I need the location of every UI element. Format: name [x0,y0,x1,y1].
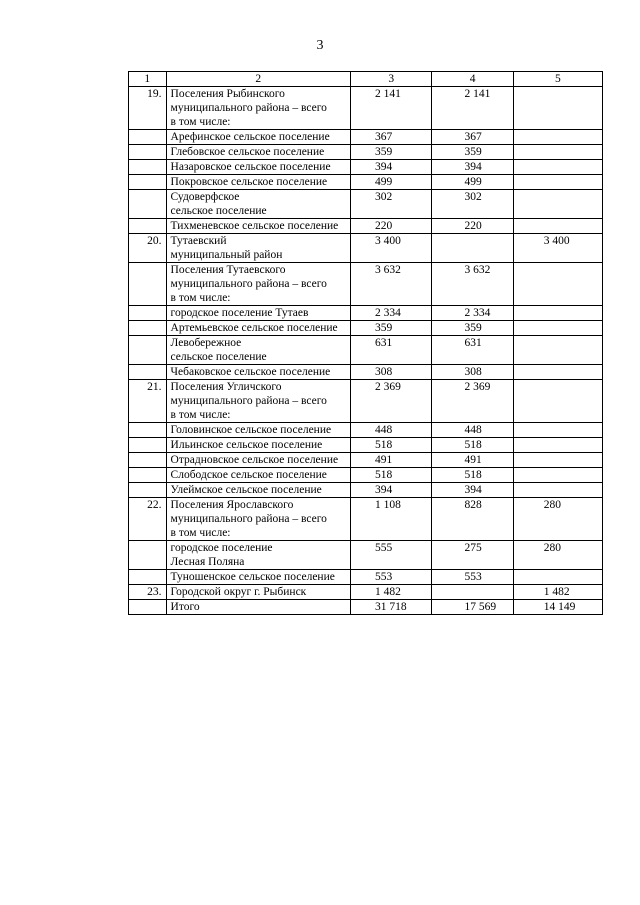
settlement-name-cell [166,380,351,423]
column-3-value-cell [351,175,432,190]
column-5-value: 280 [543,542,561,554]
table-row [129,160,603,175]
settlement-name-line: Ильинское сельское поселение [170,439,323,451]
settlement-name-line: Лесная Поляна [170,556,245,568]
table-row [129,380,603,423]
column-5-value-cell [513,145,602,160]
column-3-value-cell [351,365,432,380]
column-3-value-cell [351,321,432,336]
column-4-value: 553 [464,571,482,583]
table-row [129,306,603,321]
settlement-name-line: Левобережное [170,337,242,349]
column-3-value: 1 108 [375,499,401,511]
column-5-value-cell [513,483,602,498]
settlement-name-cell [166,130,351,145]
settlement-name-cell [166,87,351,130]
column-3-value-cell [351,145,432,160]
column-3-value-cell [351,468,432,483]
column-3-value: 220 [375,220,393,232]
settlement-name-line: муниципального района – всего [170,513,327,525]
row-number-cell [129,600,167,615]
column-3-value: 302 [375,191,393,203]
row-number-cell: 23. [129,585,167,600]
column-3-value: 3 632 [375,264,401,276]
settlement-name-line: Поселения Ярославского [170,499,294,511]
settlement-name-cell [166,336,351,365]
settlement-name-line: Арефинское сельское поселение [170,131,330,143]
row-number-cell: 22. [129,498,167,541]
row-number-cell [129,468,167,483]
row-number-cell [129,130,167,145]
column-3-value-cell [351,263,432,306]
settlement-name-line: Поселения Угличского [170,381,282,393]
settlement-name-line: Поселения Тутаевского [170,264,286,276]
column-4-value-cell [432,219,513,234]
column-4-value: 631 [464,337,482,349]
column-3-value-cell [351,160,432,175]
column-3-value: 553 [375,571,393,583]
row-number-cell [129,263,167,306]
column-4-value: 2 141 [464,88,491,100]
column-5-value-cell [513,438,602,453]
table-row [129,498,603,541]
column-4-value-cell [432,468,513,483]
settlement-name-cell [166,541,351,570]
column-4-value: 448 [464,424,482,436]
table-row [129,219,603,234]
settlement-name-line: муниципального района – всего [170,102,327,114]
column-3-value-cell [351,498,432,541]
row-number-cell [129,336,167,365]
column-4-value-cell [432,438,513,453]
column-3-value-cell [351,87,432,130]
column-5-value-cell [513,498,602,541]
column-5-value: 280 [543,499,561,511]
settlement-name-cell [166,234,351,263]
settlement-name-line: Покровское сельское поселение [170,176,328,188]
column-5-value: 1 482 [543,586,570,598]
table-row [129,541,603,570]
column-3-value: 359 [375,146,393,158]
column-4-value-cell [432,380,513,423]
table-row [129,453,603,468]
settlement-name-line: в том числе: [170,409,231,421]
settlement-name-line: Городской округ г. Рыбинск [170,586,307,598]
table-row [129,145,603,160]
column-3-value-cell [351,130,432,145]
settlement-name-cell [166,263,351,306]
settlement-name-cell [166,600,351,615]
settlement-name-line: Тихменевское сельское поселение [170,220,339,232]
table-row [129,468,603,483]
column-3-value: 31 718 [375,601,407,613]
column-3-value-cell [351,585,432,600]
column-4-value: 499 [464,176,482,188]
settlement-name-cell [166,160,351,175]
column-5-value-cell [513,234,602,263]
column-5-value: 14 149 [543,601,576,613]
row-number-cell: 20. [129,234,167,263]
column-3-value-cell [351,438,432,453]
row-number-cell [129,145,167,160]
settlement-name-cell [166,438,351,453]
settlement-name-line: в том числе: [170,292,231,304]
header-cell-1: 1 [129,72,167,87]
column-4-value-cell [432,423,513,438]
row-number-cell: 21. [129,380,167,423]
row-number-cell [129,365,167,380]
column-5-value-cell [513,190,602,219]
settlement-name-line: Тутаевский [170,235,227,247]
column-3-value: 2 369 [375,381,401,393]
column-4-value-cell [432,145,513,160]
column-5-value-cell [513,336,602,365]
column-4-value-cell [432,365,513,380]
column-3-value-cell [351,423,432,438]
column-3-value-cell [351,483,432,498]
column-4-value: 518 [464,439,482,451]
settlement-name-cell [166,190,351,219]
settlement-name-line: Глебовское сельское поселение [170,146,325,158]
column-3-value: 448 [375,424,393,436]
column-5-value-cell [513,380,602,423]
table-row [129,321,603,336]
settlement-name-line: сельское поселение [170,205,267,217]
column-4-value-cell [432,263,513,306]
column-4-value-cell [432,321,513,336]
settlement-name-line: Итого [170,601,200,613]
row-number-cell: 19. [129,87,167,130]
table-row [129,423,603,438]
table-row [129,234,603,263]
column-4-value-cell [432,541,513,570]
settlement-name-cell [166,453,351,468]
column-4-value: 394 [464,484,482,496]
column-5-value-cell [513,130,602,145]
settlement-name-cell [166,483,351,498]
table-header-row [129,72,603,87]
header-cell-4: 4 [432,72,513,87]
settlement-name-line: городское поселение [170,542,273,554]
column-4-value: 359 [464,146,482,158]
column-5-value-cell [513,585,602,600]
settlement-name-cell [166,498,351,541]
table-body [129,72,603,615]
column-3-value: 499 [375,176,393,188]
table-row [129,130,603,145]
column-3-value-cell [351,336,432,365]
header-cell-3: 3 [351,72,432,87]
settlement-name-cell [166,321,351,336]
column-5-value-cell [513,468,602,483]
table-row [129,570,603,585]
column-4-value: 17 569 [464,601,497,613]
column-3-value: 367 [375,131,393,143]
settlement-name-line: Слободское сельское поселение [170,469,327,481]
settlement-name-line: в том числе: [170,116,231,128]
column-3-value: 555 [375,542,393,554]
column-5-value-cell [513,160,602,175]
row-number-cell [129,321,167,336]
row-number-cell [129,541,167,570]
settlement-name-line: Улеймское сельское поселение [170,484,322,496]
table-row [129,483,603,498]
column-4-value: 359 [464,322,482,334]
row-number-cell [129,570,167,585]
column-4-value-cell [432,87,513,130]
column-4-value-cell [432,160,513,175]
column-4-value-cell [432,570,513,585]
column-4-value-cell [432,585,513,600]
column-3-value-cell [351,190,432,219]
table-row [129,600,603,615]
allocation-table [128,71,603,615]
settlement-name-cell [166,585,351,600]
column-3-value-cell [351,570,432,585]
column-4-value-cell [432,130,513,145]
column-5-value-cell [513,453,602,468]
settlement-name-cell [166,306,351,321]
column-4-value: 2 334 [464,307,491,319]
column-4-value: 220 [464,220,482,232]
column-3-value: 3 400 [375,235,401,247]
settlement-name-line: Отрадновское сельское поселение [170,454,339,466]
column-3-value-cell [351,453,432,468]
column-3-value: 308 [375,366,393,378]
row-number-cell [129,483,167,498]
settlement-name-cell [166,365,351,380]
settlement-name-line: Головинское сельское поселение [170,424,332,436]
column-5-value: 3 400 [543,235,570,247]
column-3-value-cell [351,306,432,321]
column-3-value-cell [351,541,432,570]
column-5-value-cell [513,321,602,336]
column-5-value-cell [513,263,602,306]
settlement-name-line: Поселения Рыбинского [170,88,285,100]
row-number-cell [129,190,167,219]
column-4-value-cell [432,336,513,365]
column-5-value-cell [513,87,602,130]
column-5-value-cell [513,219,602,234]
column-4-value: 308 [464,366,482,378]
column-4-value: 302 [464,191,482,203]
column-3-value: 2 141 [375,88,401,100]
settlement-name-line: Назаровское сельское поселение [170,161,331,173]
table-row [129,175,603,190]
settlement-name-line: Судоверфское [170,191,240,203]
column-4-value-cell [432,600,513,615]
column-3-value: 2 334 [375,307,401,319]
column-4-value-cell [432,453,513,468]
settlement-name-cell [166,175,351,190]
column-5-value-cell [513,306,602,321]
table-row [129,190,603,219]
column-4-value-cell [432,190,513,219]
table-row [129,438,603,453]
column-3-value: 394 [375,484,393,496]
settlement-name-line: в том числе: [170,527,231,539]
column-4-value: 394 [464,161,482,173]
settlement-name-line: муниципального района – всего [170,395,327,407]
column-4-value: 275 [464,542,482,554]
column-4-value-cell [432,175,513,190]
column-5-value-cell [513,175,602,190]
table-row [129,585,603,600]
column-4-value: 2 369 [464,381,491,393]
column-4-value: 3 632 [464,264,491,276]
settlement-name-line: Артемьевское сельское поселение [170,322,338,334]
column-3-value: 518 [375,439,393,451]
row-number-cell [129,219,167,234]
table-row [129,263,603,306]
column-5-value-cell [513,600,602,615]
column-3-value: 359 [375,322,393,334]
column-3-value-cell [351,219,432,234]
column-4-value: 491 [464,454,482,466]
settlement-name-cell [166,219,351,234]
row-number-cell [129,453,167,468]
column-4-value-cell [432,234,513,263]
column-3-value-cell [351,600,432,615]
column-5-value-cell [513,365,602,380]
header-cell-2: 2 [166,72,351,87]
settlement-name-cell [166,423,351,438]
column-4-value: 828 [464,499,482,511]
settlement-name-line: Чебаковское сельское поселение [170,366,331,378]
row-number-cell [129,438,167,453]
column-3-value-cell [351,234,432,263]
column-4-value-cell [432,483,513,498]
column-5-value-cell [513,570,602,585]
column-3-value-cell [351,380,432,423]
row-number-cell [129,423,167,438]
column-3-value: 1 482 [375,586,401,598]
row-number-cell [129,160,167,175]
row-number-cell [129,306,167,321]
column-3-value: 518 [375,469,393,481]
table-row [129,87,603,130]
column-4-value: 518 [464,469,482,481]
settlement-name-line: Туношенское сельское поселение [170,571,335,583]
settlement-name-cell [166,145,351,160]
header-cell-5: 5 [513,72,602,87]
column-4-value-cell [432,498,513,541]
settlement-name-line: муниципального района – всего [170,278,327,290]
column-5-value-cell [513,423,602,438]
column-4-value-cell [432,306,513,321]
settlement-name-line: сельское поселение [170,351,267,363]
settlement-name-cell [166,468,351,483]
column-5-value-cell [513,541,602,570]
column-3-value: 631 [375,337,393,349]
table-row [129,336,603,365]
settlement-name-line: городское поселение Тутаев [170,307,309,319]
table-row [129,365,603,380]
column-4-value: 367 [464,131,482,143]
settlement-name-cell [166,570,351,585]
row-number-cell [129,175,167,190]
column-3-value: 394 [375,161,393,173]
column-3-value: 491 [375,454,393,466]
settlement-name-line: муниципальный район [170,249,283,261]
page-number: 3 [316,38,324,53]
